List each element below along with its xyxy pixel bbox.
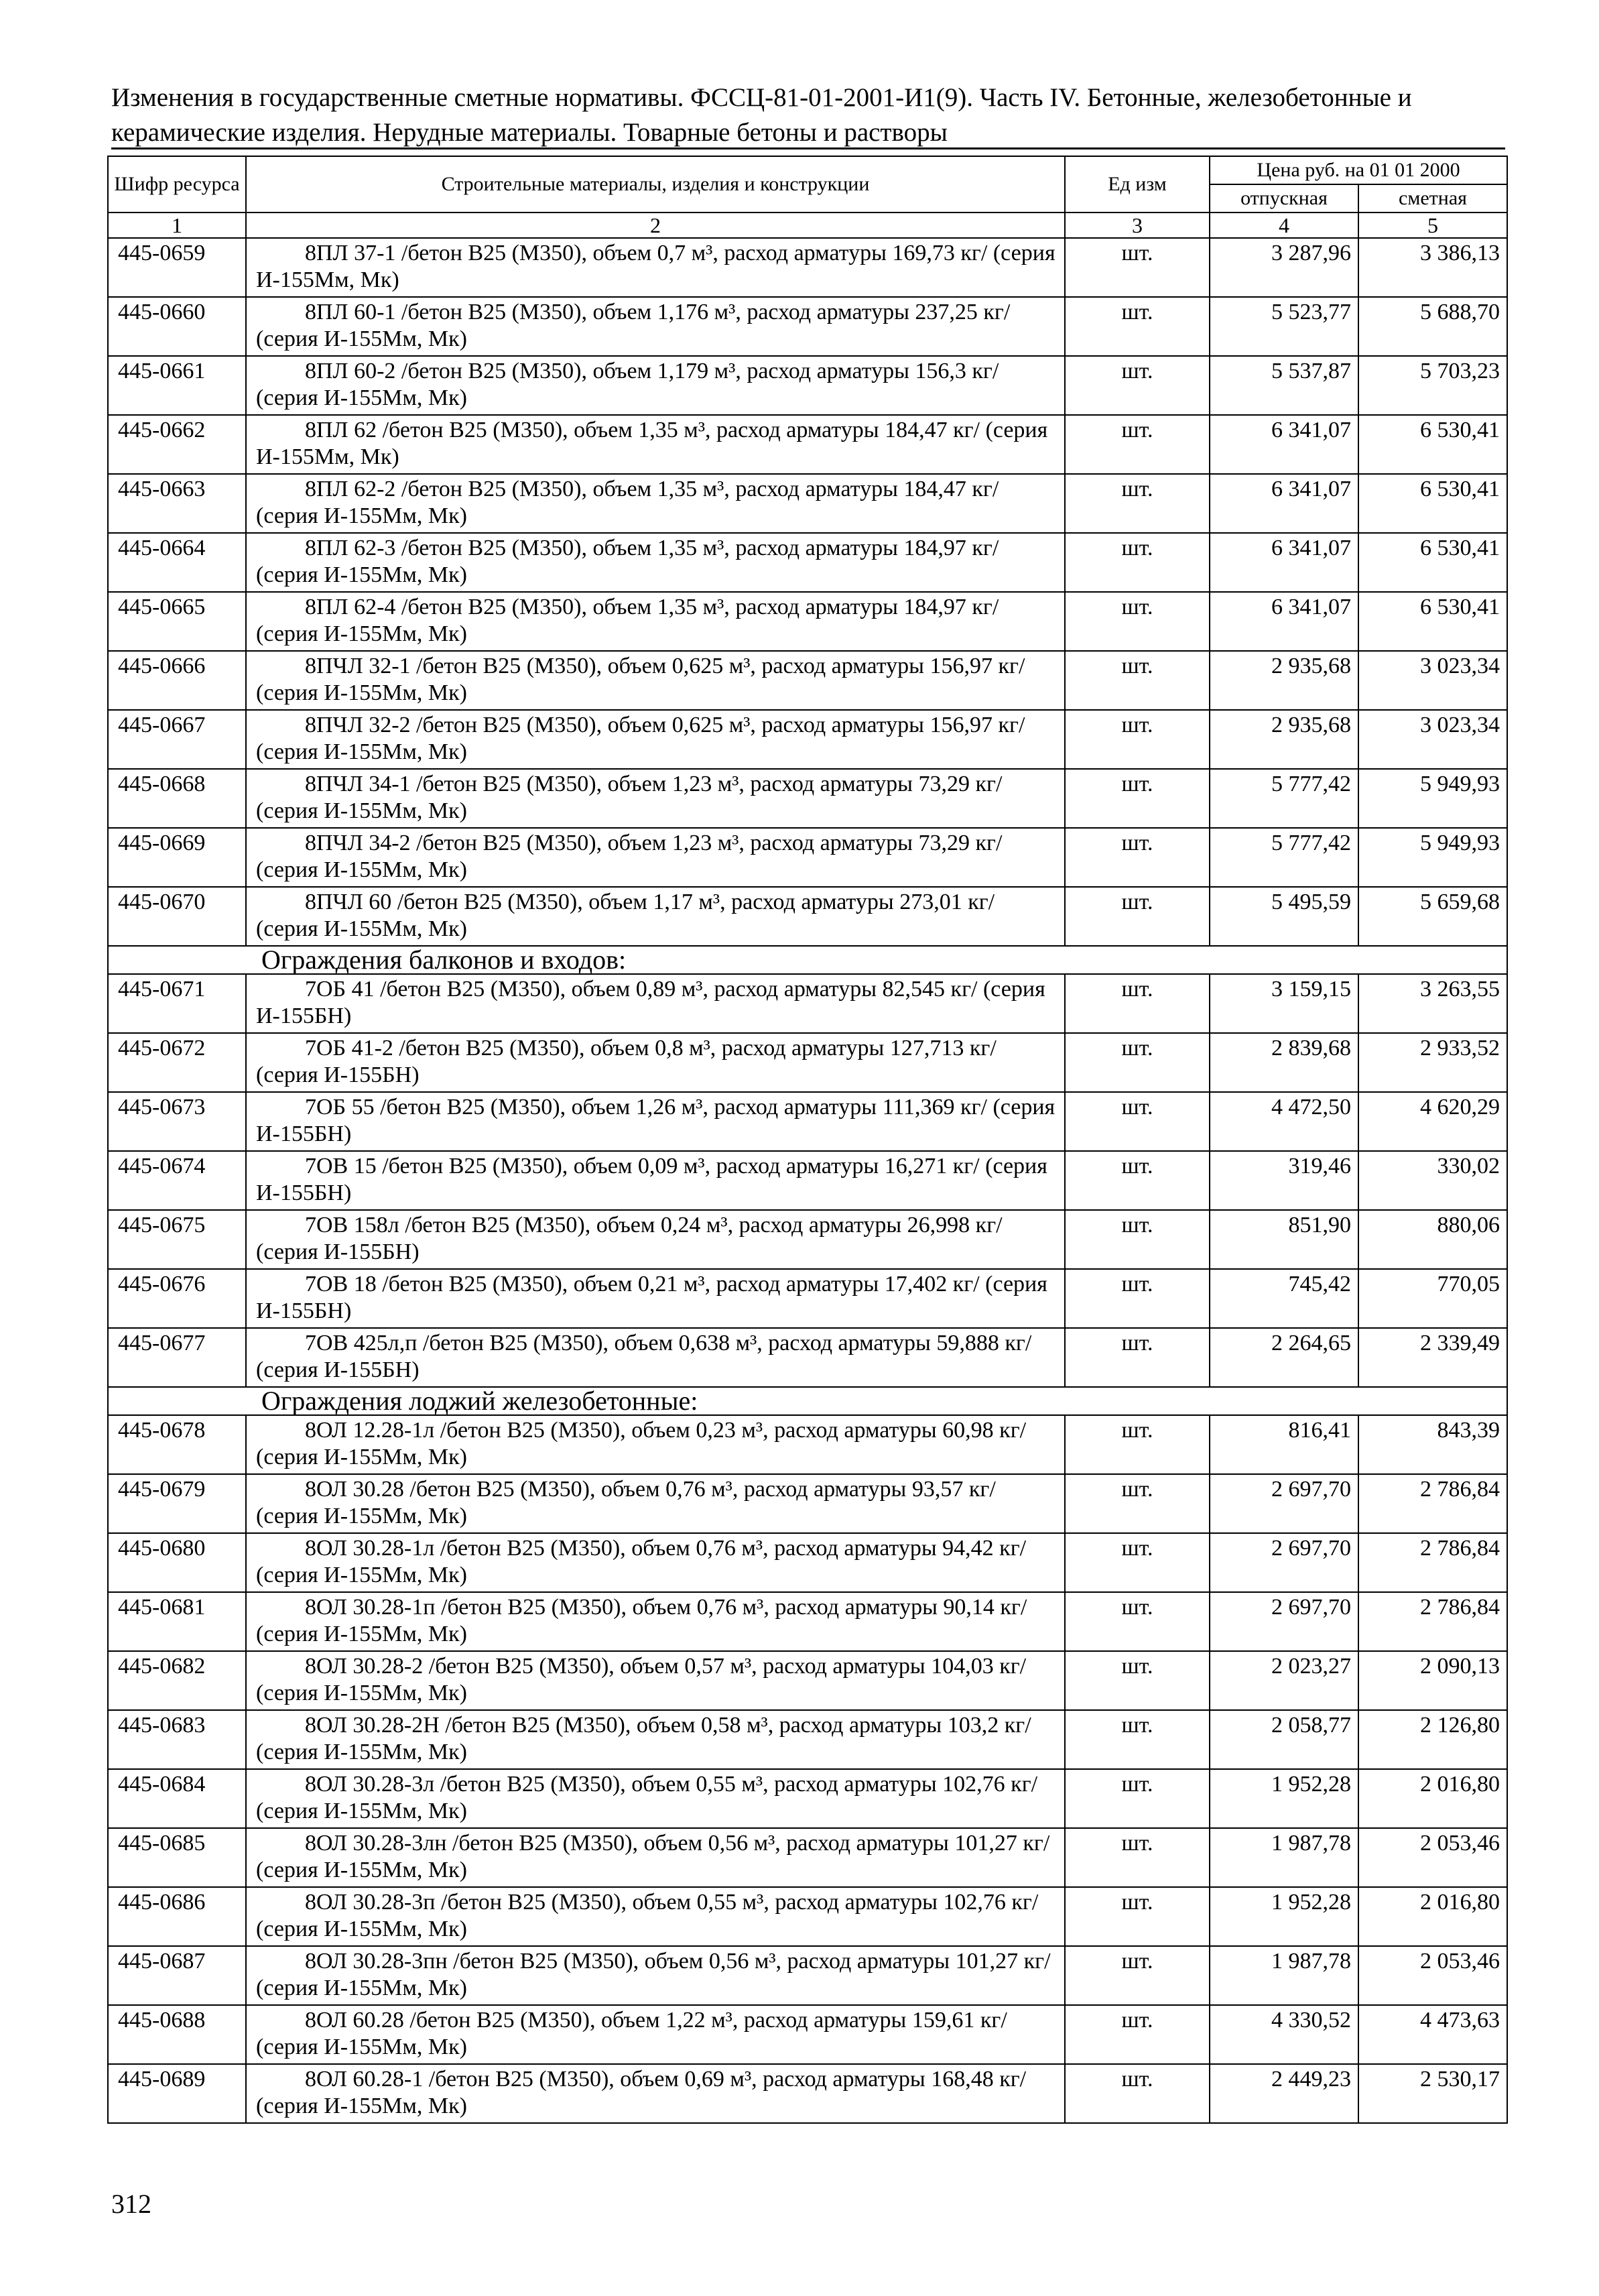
description-cell: 8ПЛ 62-3 /бетон В25 (М350), объем 1,35 м³, расход арматуры 184,97 кг/ (серия И-155Мм, Мк) — [246, 533, 1065, 592]
table-row — [108, 1415, 1507, 1474]
unit-cell: шт. — [1065, 1092, 1210, 1151]
estimate-price-cell: 2 053,46 — [1358, 1828, 1507, 1887]
estimate-price-cell: 4 473,63 — [1358, 2005, 1507, 2064]
release-price-cell: 2 935,68 — [1210, 651, 1358, 710]
estimate-price-cell: 2 786,84 — [1358, 1474, 1507, 1533]
estimate-price-cell: 880,06 — [1358, 1210, 1507, 1269]
description-cell: 8ОЛ 30.28-3лн /бетон В25 (М350), объем 0,56 м³, расход арматуры 101,27 кг/ (серия И-155Мм, Мк) — [246, 1828, 1065, 1887]
unit-cell: шт. — [1065, 651, 1210, 710]
release-price-cell: 5 777,42 — [1210, 828, 1358, 887]
release-price-cell: 3 287,96 — [1210, 238, 1358, 297]
unit-cell: шт. — [1065, 1828, 1210, 1887]
unit-cell: шт. — [1065, 1269, 1210, 1328]
resource-code-cell: 445-0675 — [108, 1210, 246, 1269]
estimate-price-cell: 770,05 — [1358, 1269, 1507, 1328]
release-price-cell: 5 777,42 — [1210, 769, 1358, 828]
unit-cell: шт. — [1065, 1533, 1210, 1592]
release-price-cell: 4 330,52 — [1210, 2005, 1358, 2064]
estimate-price-cell: 2 016,80 — [1358, 1769, 1507, 1828]
release-price-cell: 745,42 — [1210, 1269, 1358, 1328]
unit-cell: шт. — [1065, 1415, 1210, 1474]
estimate-price-cell: 5 949,93 — [1358, 828, 1507, 887]
release-price-cell: 6 341,07 — [1210, 533, 1358, 592]
table-row — [108, 651, 1507, 710]
release-price-cell: 6 341,07 — [1210, 592, 1358, 651]
release-price-cell: 816,41 — [1210, 1415, 1358, 1474]
description-cell: 8ПЛ 37-1 /бетон В25 (М350), объем 0,7 м³, расход арматуры 169,73 кг/ (серия И-155Мм, Мк) — [246, 238, 1065, 297]
table-row — [108, 592, 1507, 651]
resource-code-cell: 445-0659 — [108, 238, 246, 297]
table-row — [108, 238, 1507, 297]
release-price-cell: 5 495,59 — [1210, 887, 1358, 946]
estimate-price-cell: 2 530,17 — [1358, 2064, 1507, 2123]
header-line-2: керамические изделия. Нерудные материалы. Товарные бетоны и растворы — [111, 118, 948, 147]
resource-code-cell: 445-0688 — [108, 2005, 246, 2064]
description-cell: 8ОЛ 60.28-1 /бетон В25 (М350), объем 0,69 м³, расход арматуры 168,48 кг/ (серия И-155Мм, Мк) — [246, 2064, 1065, 2123]
resource-code-cell: 445-0668 — [108, 769, 246, 828]
estimate-price-cell: 6 530,41 — [1358, 592, 1507, 651]
resource-code-cell: 445-0683 — [108, 1710, 246, 1769]
release-price-cell: 6 341,07 — [1210, 474, 1358, 533]
description-cell: 7ОБ 55 /бетон В25 (М350), объем 1,26 м³, расход арматуры 111,369 кг/ (серия И-155БН) — [246, 1092, 1065, 1151]
estimate-price-cell: 6 530,41 — [1358, 474, 1507, 533]
description-cell: 8ПЧЛ 60 /бетон В25 (М350), объем 1,17 м³, расход арматуры 273,01 кг/ (серия И-155Мм, Мк) — [246, 887, 1065, 946]
table-row — [108, 297, 1507, 356]
unit-cell: шт. — [1065, 1474, 1210, 1533]
unit-cell: шт. — [1065, 1592, 1210, 1651]
estimate-price-cell: 2 933,52 — [1358, 1033, 1507, 1092]
page-number: 312 — [111, 2189, 151, 2219]
description-cell: 8ОЛ 30.28-1л /бетон В25 (М350), объем 0,76 м³, расход арматуры 94,42 кг/ (серия И-155Мм, Мк) — [246, 1533, 1065, 1592]
resource-code-cell: 445-0672 — [108, 1033, 246, 1092]
table-row — [108, 2064, 1507, 2123]
resource-code-cell: 445-0673 — [108, 1092, 246, 1151]
description-cell: 8ОЛ 60.28 /бетон В25 (М350), объем 1,22 м³, расход арматуры 159,61 кг/ (серия И-155Мм, Мк) — [246, 2005, 1065, 2064]
unit-cell: шт. — [1065, 710, 1210, 769]
description-cell: 8ОЛ 30.28-1п /бетон В25 (М350), объем 0,76 м³, расход арматуры 90,14 кг/ (серия И-155Мм, Мк) — [246, 1592, 1065, 1651]
column-number: 4 — [1210, 213, 1358, 238]
description-cell: 8ОЛ 30.28-3л /бетон В25 (М350), объем 0,55 м³, расход арматуры 102,76 кг/ (серия И-155Мм, Мк) — [246, 1769, 1065, 1828]
description-cell: 8ПЧЛ 34-2 /бетон В25 (М350), объем 1,23 м³, расход арматуры 73,29 кг/ (серия И-155Мм, Мк) — [246, 828, 1065, 887]
release-price-cell: 1 952,28 — [1210, 1887, 1358, 1946]
table-row — [108, 356, 1507, 415]
resource-code-cell: 445-0676 — [108, 1269, 246, 1328]
resource-code-cell: 445-0681 — [108, 1592, 246, 1651]
table-row — [108, 1887, 1507, 1946]
resource-code-cell: 445-0661 — [108, 356, 246, 415]
unit-cell: шт. — [1065, 1651, 1210, 1710]
release-price-cell: 2 058,77 — [1210, 1710, 1358, 1769]
description-cell: 8ПЛ 62-4 /бетон В25 (М350), объем 1,35 м³, расход арматуры 184,97 кг/ (серия И-155Мм, Мк) — [246, 592, 1065, 651]
table-row — [108, 710, 1507, 769]
unit-cell: шт. — [1065, 828, 1210, 887]
table-header-row — [108, 156, 1507, 184]
estimate-price-cell: 5 688,70 — [1358, 297, 1507, 356]
column-number: 3 — [1065, 213, 1210, 238]
release-price-cell: 2 023,27 — [1210, 1651, 1358, 1710]
col-header-desc: Строительные материалы, изделия и конструкции — [246, 156, 1065, 213]
estimate-price-cell: 5 703,23 — [1358, 356, 1507, 415]
release-price-cell: 1 952,28 — [1210, 1769, 1358, 1828]
unit-cell: шт. — [1065, 297, 1210, 356]
unit-cell: шт. — [1065, 2064, 1210, 2123]
description-cell: 7ОБ 41-2 /бетон В25 (М350), объем 0,8 м³, расход арматуры 127,713 кг/ (серия И-155БН) — [246, 1033, 1065, 1092]
resource-code-cell: 445-0679 — [108, 1474, 246, 1533]
unit-cell: шт. — [1065, 1887, 1210, 1946]
table-row — [108, 1651, 1507, 1710]
table-row — [108, 1946, 1507, 2005]
release-price-cell: 2 697,70 — [1210, 1474, 1358, 1533]
unit-cell: шт. — [1065, 1710, 1210, 1769]
unit-cell: шт. — [1065, 887, 1210, 946]
section-row — [108, 1387, 1507, 1415]
description-cell: 8ОЛ 12.28-1л /бетон В25 (М350), объем 0,23 м³, расход арматуры 60,98 кг/ (серия И-155Мм, Мк) — [246, 1415, 1065, 1474]
description-cell: 7ОВ 15 /бетон В25 (М350), объем 0,09 м³, расход арматуры 16,271 кг/ (серия И-155БН) — [246, 1151, 1065, 1210]
release-price-cell: 5 523,77 — [1210, 297, 1358, 356]
header-line-1: Изменения в государственные сметные нормативы. ФССЦ-81-01-2001-И1(9). Часть IV. Бетонные, железобетонные и — [111, 83, 1412, 112]
resource-code-cell: 445-0677 — [108, 1328, 246, 1387]
estimate-price-cell: 2 016,80 — [1358, 1887, 1507, 1946]
estimate-price-cell: 2 786,84 — [1358, 1533, 1507, 1592]
resource-code-cell: 445-0689 — [108, 2064, 246, 2123]
unit-cell: шт. — [1065, 1033, 1210, 1092]
description-cell: 7ОВ 425л,п /бетон В25 (М350), объем 0,638 м³, расход арматуры 59,888 кг/ (серия И-155БН) — [246, 1328, 1065, 1387]
estimate-price-cell: 2 090,13 — [1358, 1651, 1507, 1710]
resource-code-cell: 445-0686 — [108, 1887, 246, 1946]
resource-code-cell: 445-0687 — [108, 1946, 246, 2005]
estimate-price-cell: 2 786,84 — [1358, 1592, 1507, 1651]
resource-code-cell: 445-0669 — [108, 828, 246, 887]
estimate-price-cell: 4 620,29 — [1358, 1092, 1507, 1151]
table-row — [108, 1828, 1507, 1887]
table-row — [108, 974, 1507, 1033]
col-header-price-release: отпускная — [1210, 184, 1358, 213]
col-header-code: Шифр ресурса — [108, 156, 246, 213]
estimate-price-cell: 843,39 — [1358, 1415, 1507, 1474]
price-table — [107, 156, 1508, 2124]
resource-code-cell: 445-0667 — [108, 710, 246, 769]
release-price-cell: 6 341,07 — [1210, 415, 1358, 474]
description-cell: 8ОЛ 30.28-2 /бетон В25 (М350), объем 0,57 м³, расход арматуры 104,03 кг/ (серия И-155Мм, Мк) — [246, 1651, 1065, 1710]
col-header-price-estimate: сметная — [1358, 184, 1507, 213]
description-cell: 7ОБ 41 /бетон В25 (М350), объем 0,89 м³, расход арматуры 82,545 кг/ (серия И-155БН) — [246, 974, 1065, 1033]
table-row — [108, 415, 1507, 474]
resource-code-cell: 445-0664 — [108, 533, 246, 592]
resource-code-cell: 445-0662 — [108, 415, 246, 474]
table-row — [108, 1710, 1507, 1769]
unit-cell: шт. — [1065, 1210, 1210, 1269]
unit-cell: шт. — [1065, 415, 1210, 474]
unit-cell: шт. — [1065, 1328, 1210, 1387]
estimate-price-cell: 3 023,34 — [1358, 651, 1507, 710]
resource-code-cell: 445-0666 — [108, 651, 246, 710]
estimate-price-cell: 5 949,93 — [1358, 769, 1507, 828]
release-price-cell: 5 537,87 — [1210, 356, 1358, 415]
document-header — [111, 80, 1505, 150]
estimate-price-cell: 2 339,49 — [1358, 1328, 1507, 1387]
column-number: 5 — [1358, 213, 1507, 238]
estimate-price-cell: 2 126,80 — [1358, 1710, 1507, 1769]
resource-code-cell: 445-0684 — [108, 1769, 246, 1828]
release-price-cell: 2 264,65 — [1210, 1328, 1358, 1387]
table-row — [108, 1328, 1507, 1387]
description-cell: 7ОВ 18 /бетон В25 (М350), объем 0,21 м³, расход арматуры 17,402 кг/ (серия И-155БН) — [246, 1269, 1065, 1328]
column-number-row — [108, 213, 1507, 238]
table-row — [108, 1474, 1507, 1533]
unit-cell: шт. — [1065, 1769, 1210, 1828]
unit-cell: шт. — [1065, 474, 1210, 533]
unit-cell: шт. — [1065, 769, 1210, 828]
release-price-cell: 1 987,78 — [1210, 1828, 1358, 1887]
description-cell: 8ПЛ 60-1 /бетон В25 (М350), объем 1,176 м³, расход арматуры 237,25 кг/ (серия И-155Мм, Мк) — [246, 297, 1065, 356]
description-cell: 8ОЛ 30.28-3п /бетон В25 (М350), объем 0,55 м³, расход арматуры 102,76 кг/ (серия И-155Мм, Мк) — [246, 1887, 1065, 1946]
estimate-price-cell: 3 023,34 — [1358, 710, 1507, 769]
estimate-price-cell: 6 530,41 — [1358, 533, 1507, 592]
table-row — [108, 2005, 1507, 2064]
description-cell: 8ПЛ 62-2 /бетон В25 (М350), объем 1,35 м³, расход арматуры 184,47 кг/ (серия И-155Мм, Мк) — [246, 474, 1065, 533]
resource-code-cell: 445-0678 — [108, 1415, 246, 1474]
section-title: Ограждения балконов и входов: — [108, 946, 1507, 974]
unit-cell: шт. — [1065, 1151, 1210, 1210]
table-row — [108, 1092, 1507, 1151]
release-price-cell: 2 449,23 — [1210, 2064, 1358, 2123]
resource-code-cell: 445-0663 — [108, 474, 246, 533]
table-row — [108, 828, 1507, 887]
description-cell: 8ПЧЛ 32-1 /бетон В25 (М350), объем 0,625 м³, расход арматуры 156,97 кг/ (серия И-155Мм, Мк) — [246, 651, 1065, 710]
table-row — [108, 1210, 1507, 1269]
resource-code-cell: 445-0660 — [108, 297, 246, 356]
column-number: 1 — [108, 213, 246, 238]
col-header-unit: Ед изм — [1065, 156, 1210, 213]
resource-code-cell: 445-0665 — [108, 592, 246, 651]
table-row — [108, 474, 1507, 533]
table-row — [108, 1269, 1507, 1328]
section-title: Ограждения лоджий железобетонные: — [108, 1387, 1507, 1415]
unit-cell: шт. — [1065, 356, 1210, 415]
description-cell: 8ПЛ 62 /бетон В25 (М350), объем 1,35 м³, расход арматуры 184,47 кг/ (серия И-155Мм, Мк) — [246, 415, 1065, 474]
resource-code-cell: 445-0671 — [108, 974, 246, 1033]
estimate-price-cell: 330,02 — [1358, 1151, 1507, 1210]
release-price-cell: 2 839,68 — [1210, 1033, 1358, 1092]
table-row — [108, 1033, 1507, 1092]
resource-code-cell: 445-0674 — [108, 1151, 246, 1210]
estimate-price-cell: 3 386,13 — [1358, 238, 1507, 297]
table-row — [108, 533, 1507, 592]
unit-cell: шт. — [1065, 1946, 1210, 2005]
header-rule — [111, 147, 1505, 149]
release-price-cell: 851,90 — [1210, 1210, 1358, 1269]
description-cell: 8ОЛ 30.28-2Н /бетон В25 (М350), объем 0,58 м³, расход арматуры 103,2 кг/ (серия И-155Мм, Мк) — [246, 1710, 1065, 1769]
table-row — [108, 1151, 1507, 1210]
resource-code-cell: 445-0685 — [108, 1828, 246, 1887]
release-price-cell: 2 697,70 — [1210, 1533, 1358, 1592]
resource-code-cell: 445-0680 — [108, 1533, 246, 1592]
description-cell: 8ПЧЛ 32-2 /бетон В25 (М350), объем 0,625 м³, расход арматуры 156,97 кг/ (серия И-155Мм, Мк) — [246, 710, 1065, 769]
estimate-price-cell: 3 263,55 — [1358, 974, 1507, 1033]
description-cell: 8ОЛ 30.28 /бетон В25 (М350), объем 0,76 м³, расход арматуры 93,57 кг/ (серия И-155Мм, Мк) — [246, 1474, 1065, 1533]
table-row — [108, 1533, 1507, 1592]
description-cell: 8ПЛ 60-2 /бетон В25 (М350), объем 1,179 м³, расход арматуры 156,3 кг/ (серия И-155Мм, Мк) — [246, 356, 1065, 415]
col-header-price-group: Цена руб. на 01 01 2000 — [1210, 156, 1507, 184]
table-row — [108, 887, 1507, 946]
table-row — [108, 1592, 1507, 1651]
table-row — [108, 1769, 1507, 1828]
resource-code-cell: 445-0682 — [108, 1651, 246, 1710]
resource-code-cell: 445-0670 — [108, 887, 246, 946]
description-cell: 8ПЧЛ 34-1 /бетон В25 (М350), объем 1,23 м³, расход арматуры 73,29 кг/ (серия И-155Мм, Мк) — [246, 769, 1065, 828]
unit-cell: шт. — [1065, 2005, 1210, 2064]
unit-cell: шт. — [1065, 974, 1210, 1033]
unit-cell: шт. — [1065, 238, 1210, 297]
table-body — [108, 238, 1507, 2123]
estimate-price-cell: 2 053,46 — [1358, 1946, 1507, 2005]
estimate-price-cell: 6 530,41 — [1358, 415, 1507, 474]
release-price-cell: 2 697,70 — [1210, 1592, 1358, 1651]
release-price-cell: 2 935,68 — [1210, 710, 1358, 769]
estimate-price-cell: 5 659,68 — [1358, 887, 1507, 946]
column-number: 2 — [246, 213, 1065, 238]
description-cell: 8ОЛ 30.28-3пн /бетон В25 (М350), объем 0,56 м³, расход арматуры 101,27 кг/ (серия И-155Мм, Мк) — [246, 1946, 1065, 2005]
release-price-cell: 319,46 — [1210, 1151, 1358, 1210]
description-cell: 7ОВ 158л /бетон В25 (М350), объем 0,24 м³, расход арматуры 26,998 кг/ (серия И-155БН) — [246, 1210, 1065, 1269]
unit-cell: шт. — [1065, 592, 1210, 651]
section-row — [108, 946, 1507, 974]
release-price-cell: 3 159,15 — [1210, 974, 1358, 1033]
unit-cell: шт. — [1065, 533, 1210, 592]
release-price-cell: 4 472,50 — [1210, 1092, 1358, 1151]
release-price-cell: 1 987,78 — [1210, 1946, 1358, 2005]
table-row — [108, 769, 1507, 828]
